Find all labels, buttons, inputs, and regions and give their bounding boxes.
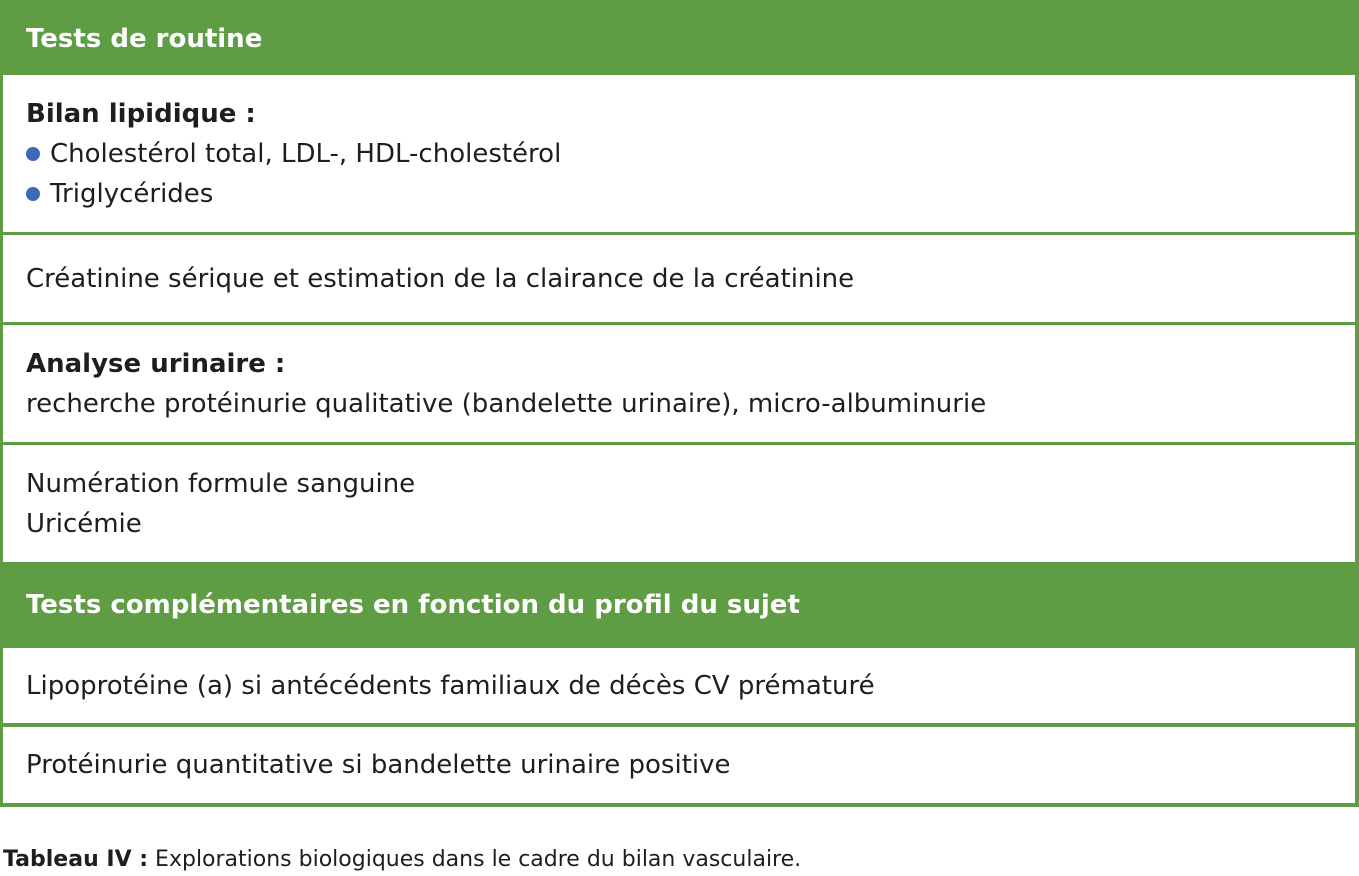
list-item bbox=[26, 134, 1355, 174]
bullet-icon bbox=[26, 187, 40, 201]
caption-text: Explorations biologiques dans le cadre du bilan vasculaire. bbox=[148, 847, 802, 872]
lipid-item-triglycerides: Triglycérides bbox=[50, 178, 214, 209]
creatinine-text: Créatinine sérique et estimation de la clairance de la créatinine bbox=[26, 263, 855, 294]
lipid-panel-cell bbox=[3, 75, 1355, 232]
uricemia-text: Uricémie bbox=[26, 508, 142, 539]
lipoprotein-text: Lipoprotéine (a) si antécédents familiaux de décès CV prématuré bbox=[26, 670, 875, 701]
caption-label: Tableau IV : bbox=[3, 847, 149, 872]
lipid-panel-title: Bilan lipidique : bbox=[26, 98, 256, 129]
proteinuria-text: Protéinurie quantitative si bandelette urinaire positive bbox=[26, 750, 731, 780]
complementary-tests-title: Tests complémentaires en fonction du profil du sujet bbox=[26, 590, 800, 620]
list-item bbox=[26, 174, 1355, 214]
lipoprotein-cell bbox=[3, 648, 1355, 723]
routine-tests-title: Tests de routine bbox=[26, 24, 263, 54]
lipid-item-cholesterol: Cholestérol total, LDL-, HDL-cholestérol bbox=[50, 138, 562, 169]
creatinine-cell bbox=[3, 235, 1355, 322]
urine-analysis-title: Analyse urinaire : bbox=[26, 348, 286, 379]
urine-analysis-cell bbox=[3, 325, 1355, 442]
table-caption bbox=[3, 845, 801, 875]
blood-tests-cell bbox=[3, 445, 1355, 562]
bullet-icon bbox=[26, 147, 40, 161]
blood-count-text: Numération formule sanguine bbox=[26, 468, 416, 499]
proteinuria-cell bbox=[3, 727, 1355, 803]
routine-tests-header bbox=[3, 3, 1355, 75]
complementary-tests-header bbox=[3, 565, 1355, 645]
urine-analysis-text: recherche protéinurie qualitative (bandelette urinaire), micro-albuminurie bbox=[26, 388, 987, 419]
